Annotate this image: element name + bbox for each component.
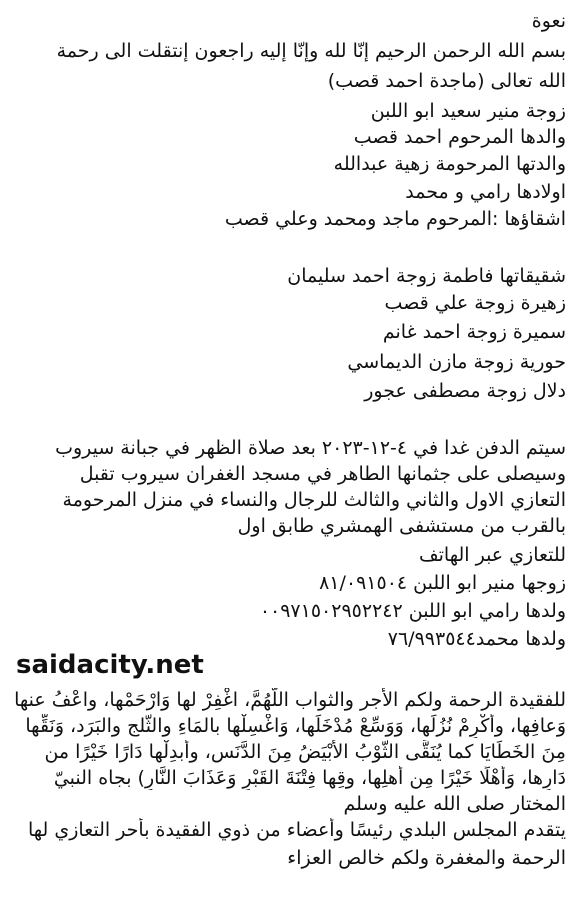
announcement-line: الله تعالى (ماجدة احمد قصب) (327, 70, 566, 92)
sister-line: حورية زوجة مازن الديماسي (347, 351, 566, 373)
announcement-line: اشقاؤها :المرحوم ماجد ومحمد وعلي قصب (224, 208, 566, 230)
phone-line: زوجها منير ابو اللبن ٨١/٠٩١٥٠٤ (319, 572, 566, 594)
prayer-line: وَعافِها، وأَكْرِمْ نُزُلَها، وَوَسِّعْ مُدْخَلَها، وَاغْسِلْها بالمَاءِ والثَّلجِ والبَرَد، وَنَقِّها (25, 715, 566, 737)
announcement-line: زوجة منير سعيد ابو اللبن (370, 100, 566, 122)
phone-heading: للتعازي عبر الهاتف (418, 544, 566, 566)
prayer-line: للفقيدة الرحمة ولكم الأجر والثواب اللَّهُمَّ، اغْفِرْ لها وَارْحَمْها، واعْفُ عنها (14, 689, 566, 711)
announcement-line: اولادها رامي و محمد (405, 181, 566, 203)
funeral-line: بالقرب من مستشفى الهمشري طابق اول (237, 515, 566, 537)
funeral-line: وسيصلى على جثمانها الطاهر في مسجد الغفران سيروب تقبل (79, 463, 566, 485)
funeral-line: التعازي الاول والثاني والثالث للرجال والنساء في منزل المرحومة (62, 489, 566, 511)
sister-line: زهيرة زوجة علي قصب (384, 292, 566, 314)
funeral-line: سيتم الدفن غدا في ٤-١٢-٢٠٢٣ بعد صلاة الظهر في جبانة سيروب (55, 437, 566, 459)
closing-line: الرحمة والمغفرة ولكم خالص العزاء (287, 847, 566, 869)
prayer-line: مِنَ الخَطَايَا كما يُنَقَّى الثَّوْبُ الأبْيَضُ مِنَ الدَّنَسِ، وأَبدِلْها دَارًا خَيْرًا من (44, 741, 566, 763)
announcement-line: بسم الله الرحمن الرحيم إنّا لله وإنّا إليه راجعون إنتقلت الى رحمة (56, 40, 566, 62)
site-watermark: saidacity.net (16, 650, 204, 680)
phone-line: ولدها محمد٧٦/٩٩٣٥٤٤ (387, 628, 566, 650)
sister-line: شقيقاتها فاطمة زوجة احمد سليمان (287, 265, 566, 287)
obituary-heading: نعوة (531, 10, 566, 32)
prayer-line: المختار صلى الله عليه وسلم (343, 793, 566, 815)
sister-line: دلال زوجة مصطفى عجور (364, 380, 566, 402)
sister-line: سميرة زوجة احمد غانم (382, 321, 566, 343)
phone-line: ولدها رامي ابو اللبن ٠٠٩٧١٥٠٢٩٥٢٢٤٢ (259, 600, 566, 622)
announcement-line: والدتها المرحومة زهية عبدالله (333, 153, 566, 175)
announcement-line: والدها المرحوم احمد قصب (353, 126, 566, 148)
closing-line: يتقدم المجلس البلدي رئيسًا وأعضاء من ذوي الفقيدة بأحر التعازي لها (27, 819, 566, 841)
prayer-line: دَارِها، وَأَهْلًا خَيْرًا مِن أهلِها، وقِها فِتْنَةَ القَبْرِ وَعَذَابَ النَّارِ) بجاه النبيّ (53, 767, 566, 789)
